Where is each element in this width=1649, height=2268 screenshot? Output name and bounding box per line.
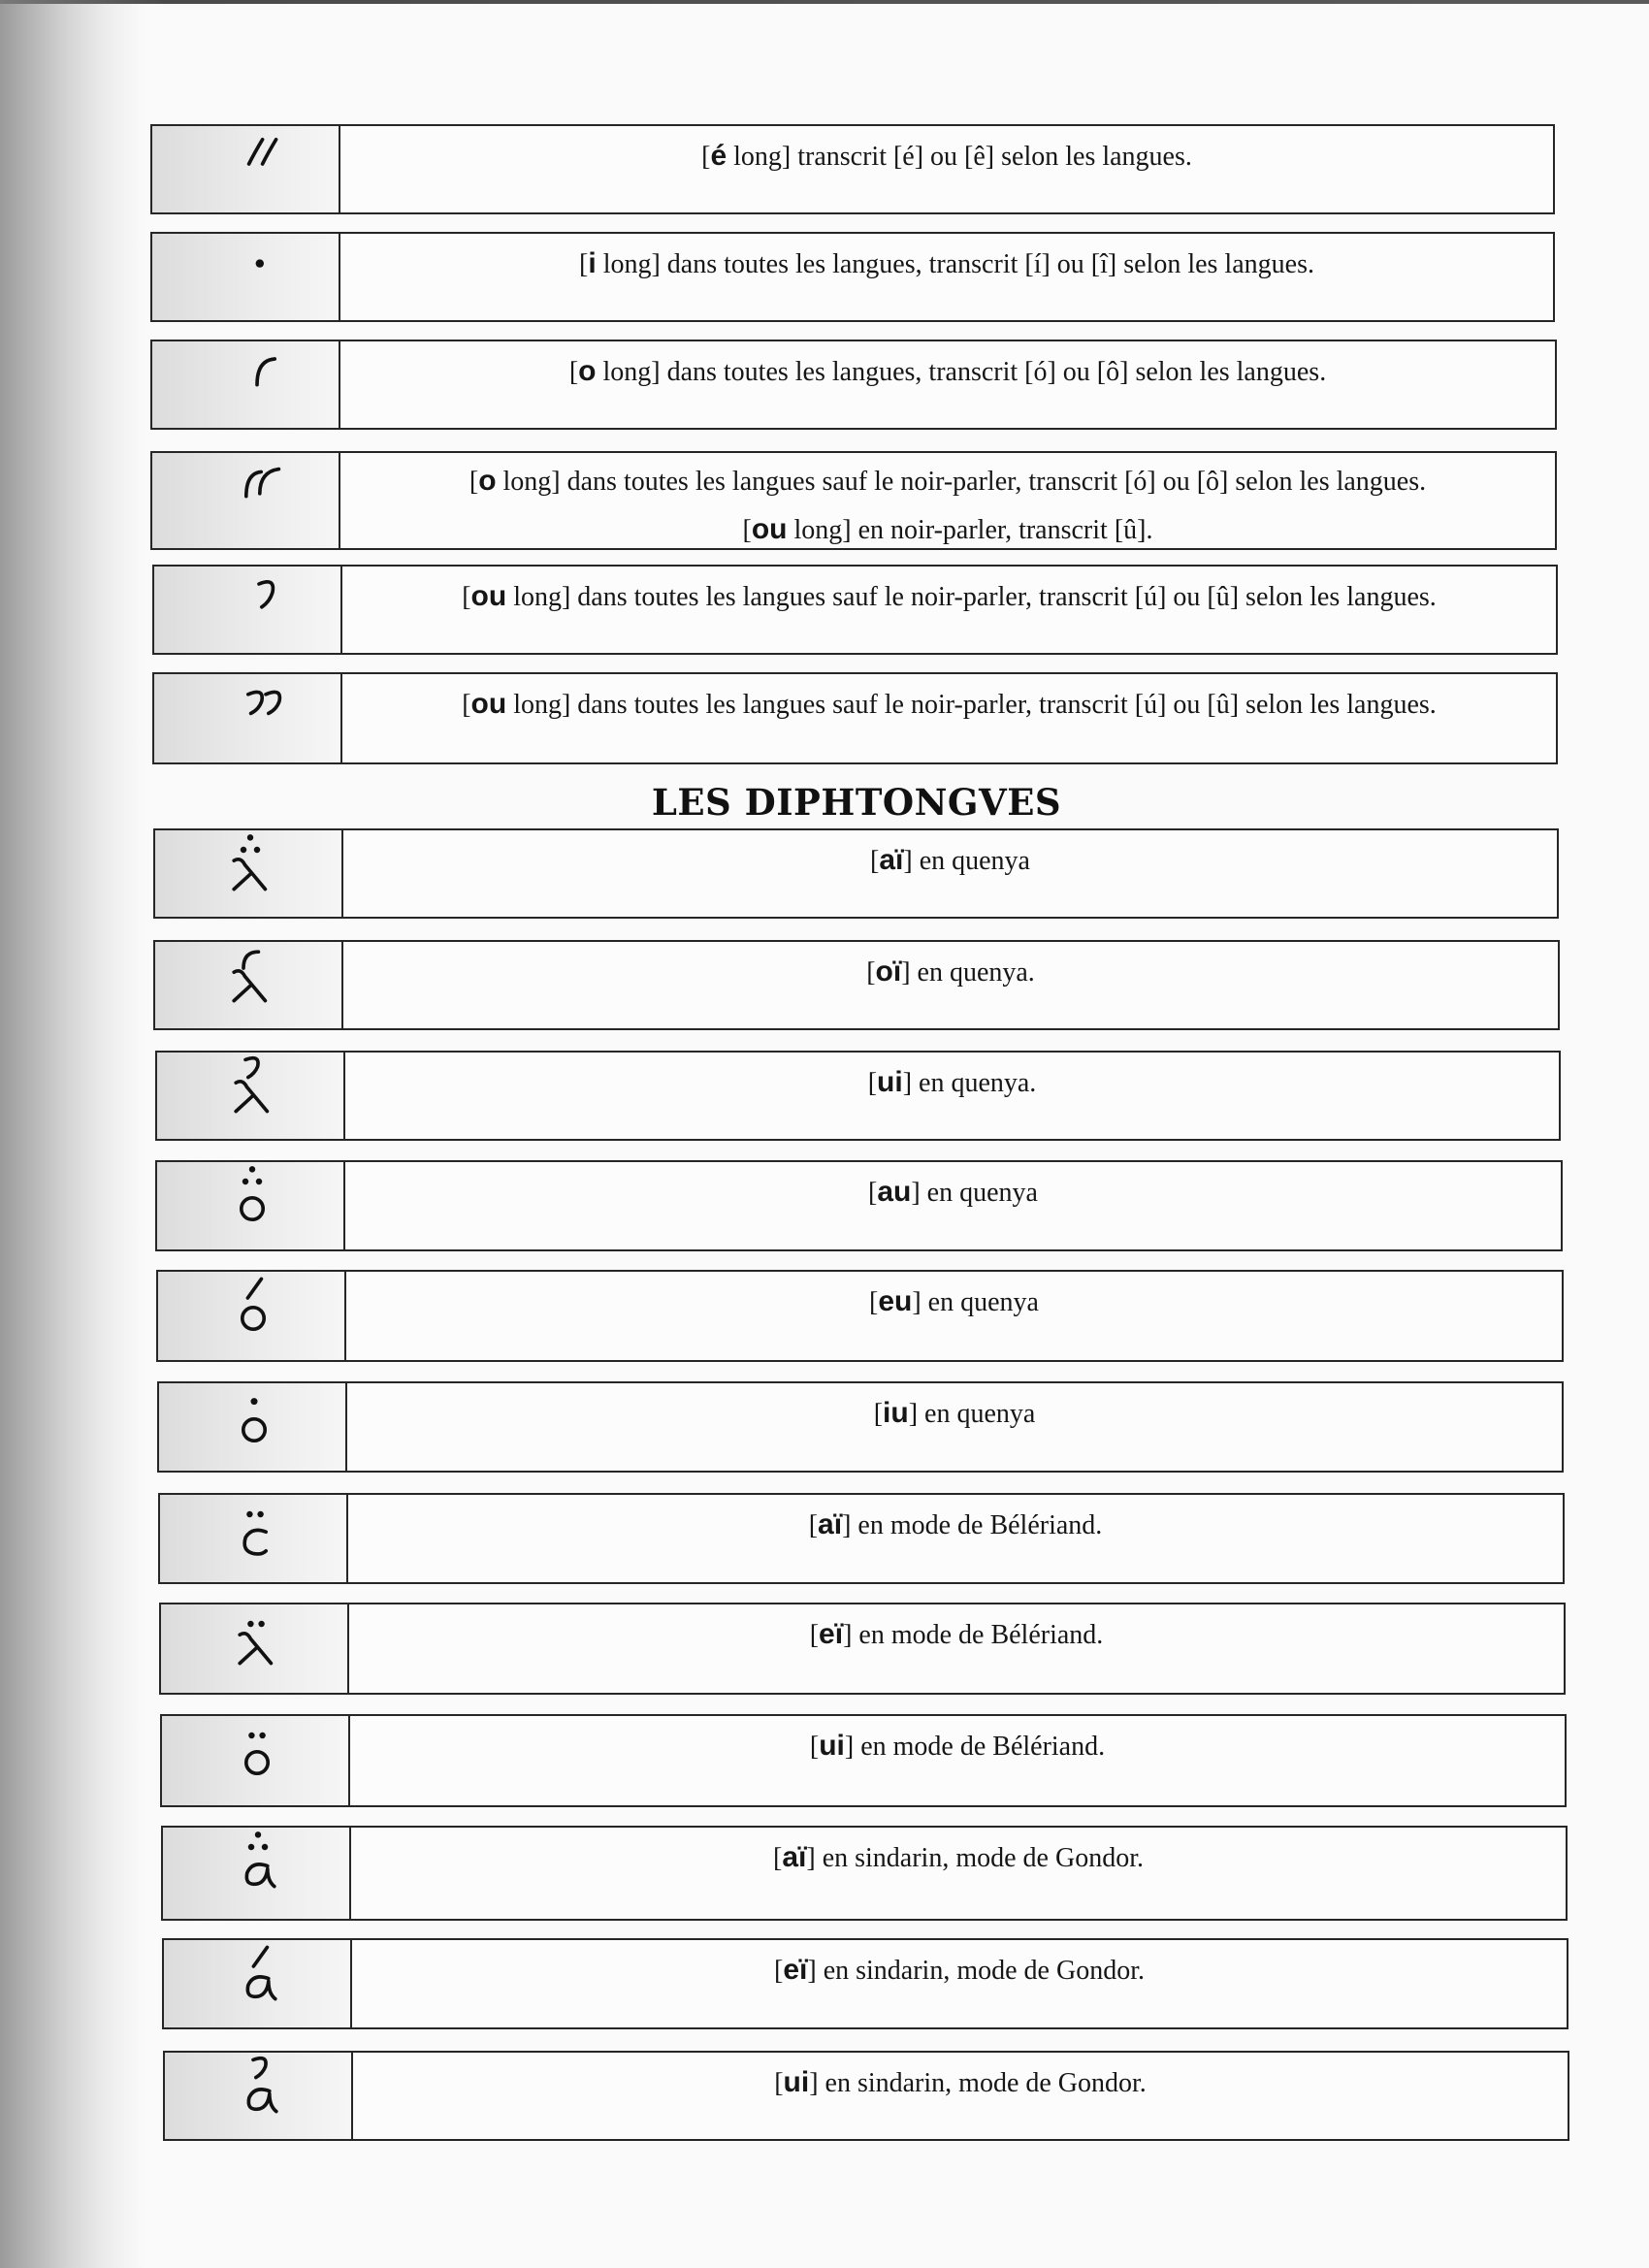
- sound-key: oï: [875, 956, 902, 988]
- description-line: [346, 1280, 1562, 1324]
- description-text: ] en sindarin, mode de Gondor.: [807, 1956, 1145, 1986]
- table-row: [153, 940, 1560, 1030]
- description-cell: [345, 1053, 1559, 1139]
- section-heading: LES DIPHTONGVES: [651, 781, 1062, 824]
- description-cell: [340, 126, 1553, 212]
- description-text: ] en sindarin, mode de Gondor.: [809, 2068, 1147, 2098]
- table-row: [155, 1160, 1563, 1251]
- glyph-cell: [155, 830, 343, 917]
- table-row: [150, 232, 1555, 322]
- description-cell: [340, 453, 1555, 548]
- description-cell: [349, 1604, 1564, 1693]
- bracket-open: [: [809, 1732, 820, 1762]
- sound-key: é: [710, 140, 728, 172]
- bracket-open: [: [873, 1399, 884, 1429]
- description-text: long] dans toutes les langues sauf le noir-parler, transcrit [ú] ou [û] selon les langues.: [506, 690, 1437, 720]
- description-text: ] en quenya: [903, 846, 1030, 876]
- table-row: [150, 451, 1557, 550]
- table-row: [153, 828, 1559, 919]
- bracket-open: [: [866, 957, 876, 988]
- description-text: long] dans toutes les langues, transcrit [í] ou [î] selon les langues.: [596, 249, 1314, 279]
- description-cell: [340, 234, 1553, 320]
- glyph-cell: [157, 1053, 345, 1139]
- table-row: [152, 565, 1558, 655]
- description-text: ] en quenya.: [902, 1068, 1037, 1098]
- bracket-open: [: [579, 249, 589, 279]
- description-line: [340, 505, 1555, 548]
- description-text: long] dans toutes les langues, transcrit [ó] ou [ô] selon les langues.: [596, 357, 1327, 387]
- table-row: [158, 1493, 1565, 1584]
- yanta-curl-icon: [216, 941, 284, 1009]
- bracket-open: [: [774, 2068, 784, 2098]
- description-cell: [342, 674, 1556, 762]
- description-line: [340, 243, 1553, 286]
- sound-key: ui: [877, 1066, 903, 1098]
- glyph-cell: [160, 1495, 348, 1582]
- table-row: [160, 1714, 1567, 1807]
- description-cell: [353, 2053, 1568, 2139]
- glyph-cell: [154, 567, 342, 653]
- description-cell: [345, 1162, 1561, 1249]
- bracket-open: [: [870, 846, 880, 876]
- description-line: [343, 839, 1557, 883]
- sound-key: eï: [819, 1618, 844, 1650]
- bracket-open: [: [469, 467, 479, 497]
- sound-key: eu: [878, 1285, 913, 1317]
- description-line: [352, 1949, 1567, 1993]
- curl-tehta-icon: [230, 339, 298, 406]
- description-cell: [342, 567, 1556, 653]
- bracket-open: [: [867, 1068, 878, 1098]
- description-text: ] en mode de Bélériand.: [844, 1732, 1106, 1762]
- description-cell: [348, 1495, 1563, 1582]
- glyph-cell: [163, 1828, 351, 1919]
- table-row: [155, 1051, 1561, 1141]
- description-text: ] en sindarin, mode de Gondor.: [806, 1843, 1144, 1873]
- page-top-edge: [0, 0, 1649, 4]
- glyph-cell: [152, 453, 340, 548]
- description-cell: [340, 341, 1555, 428]
- bracket-open: [: [742, 515, 752, 545]
- yanta-two-dots-icon: [222, 1604, 290, 1671]
- table-row: [162, 1938, 1568, 2029]
- a-letter-hook-icon: [226, 2052, 294, 2120]
- bracket-open: [: [869, 1287, 879, 1317]
- table-row: [161, 1826, 1568, 1921]
- sound-key: ui: [783, 2066, 810, 2098]
- description-text: long] en noir-parler, transcrit [û].: [787, 515, 1153, 545]
- sound-key: eï: [783, 1954, 808, 1986]
- c-letter-two-dots-icon: [221, 1494, 289, 1562]
- double-hook-tehta-icon: [232, 671, 300, 739]
- description-cell: [343, 942, 1558, 1028]
- description-cell: [343, 830, 1557, 917]
- bracket-open: [: [462, 582, 471, 612]
- sound-key: ou: [470, 580, 507, 612]
- description-text: long] dans toutes les langues sauf le noir-parler, transcrit [ú] ou [û] selon les langues.: [506, 582, 1437, 612]
- description-text: ] en quenya: [911, 1178, 1038, 1208]
- description-text: long] transcrit [é] ou [ê] selon les langues.: [727, 142, 1192, 172]
- description-cell: [351, 1828, 1566, 1919]
- glyph-cell: [157, 1162, 345, 1249]
- description-text: ] en quenya: [908, 1399, 1036, 1429]
- bracket-open: [: [701, 142, 711, 172]
- o-letter-three-dots-icon: [218, 1161, 286, 1229]
- table-row: [150, 340, 1557, 430]
- description-cell: [352, 1940, 1567, 2027]
- description-line: [350, 1725, 1565, 1768]
- sound-key: aï: [818, 1508, 843, 1540]
- glyph-cell: [165, 2053, 353, 2139]
- o-letter-acute-icon: [219, 1271, 287, 1339]
- yanta-hook-icon: [218, 1052, 286, 1119]
- description-line: [349, 1613, 1564, 1657]
- description-line: [347, 1392, 1562, 1436]
- page-edge-shadow: [0, 0, 146, 2268]
- a-letter-acute-icon: [225, 1939, 293, 2007]
- glyph-cell: [155, 942, 343, 1028]
- description-line: [340, 135, 1553, 178]
- sound-key: ui: [819, 1730, 845, 1762]
- description-text: ] en mode de Bélériand.: [843, 1620, 1104, 1650]
- sound-key: o: [578, 355, 597, 387]
- sound-key: i: [588, 247, 597, 279]
- sound-key: iu: [883, 1397, 909, 1429]
- description-cell: [346, 1272, 1562, 1360]
- table-row: [152, 672, 1558, 764]
- sound-key: o: [478, 465, 497, 497]
- o-letter-two-dots-icon: [223, 1715, 291, 1783]
- sound-key: aï: [879, 844, 904, 876]
- glyph-cell: [162, 1716, 350, 1805]
- table-row: [163, 2051, 1569, 2141]
- description-line: [342, 683, 1556, 727]
- double-acute-tehta-icon: [230, 123, 298, 191]
- description-line: [345, 1061, 1559, 1105]
- description-line: [351, 1836, 1566, 1880]
- bracket-open: [: [773, 1843, 783, 1873]
- glyph-cell: [164, 1940, 352, 2027]
- sound-key: au: [877, 1176, 912, 1208]
- table-row: [159, 1603, 1566, 1695]
- description-line: [345, 1171, 1561, 1215]
- bracket-open: [: [868, 1178, 878, 1208]
- double-curl-tehta-icon: [230, 450, 298, 518]
- o-letter-dot-icon: [220, 1382, 288, 1450]
- bracket-open: [: [568, 357, 579, 387]
- glyph-cell: [152, 341, 340, 428]
- description-line: [348, 1504, 1563, 1547]
- a-letter-three-dots-icon: [224, 1827, 292, 1895]
- glyph-cell: [154, 674, 342, 762]
- table-row: [156, 1270, 1564, 1362]
- glyph-cell: [159, 1383, 347, 1471]
- glyph-cell: [161, 1604, 349, 1693]
- description-text: long] dans toutes les langues sauf le noir-parler, transcrit [ó] ou [ô] selon les langues.: [496, 467, 1427, 497]
- description-line: [340, 457, 1555, 505]
- glyph-cell: [158, 1272, 346, 1360]
- dot-tehta-icon: [230, 231, 298, 299]
- sound-key: aï: [782, 1841, 807, 1873]
- table-row: [150, 124, 1555, 214]
- description-text: ] en quenya.: [901, 957, 1035, 988]
- description-line: [343, 951, 1558, 994]
- hook-tehta-icon: [232, 564, 300, 632]
- table-row: [157, 1381, 1564, 1473]
- yanta-three-dots-icon: [216, 829, 284, 897]
- description-line: [342, 575, 1556, 619]
- description-line: [353, 2061, 1568, 2105]
- bracket-open: [: [808, 1510, 819, 1540]
- description-text: ] en quenya: [912, 1287, 1039, 1317]
- sound-key: ou: [470, 688, 507, 720]
- sound-key: ou: [751, 513, 788, 545]
- description-cell: [350, 1716, 1565, 1805]
- glyph-cell: [152, 126, 340, 212]
- bracket-open: [: [809, 1620, 820, 1650]
- description-cell: [347, 1383, 1562, 1471]
- bracket-open: [: [462, 690, 471, 720]
- bracket-open: [: [774, 1956, 784, 1986]
- description-text: ] en mode de Bélériand.: [842, 1510, 1103, 1540]
- glyph-cell: [152, 234, 340, 320]
- description-line: [340, 350, 1555, 394]
